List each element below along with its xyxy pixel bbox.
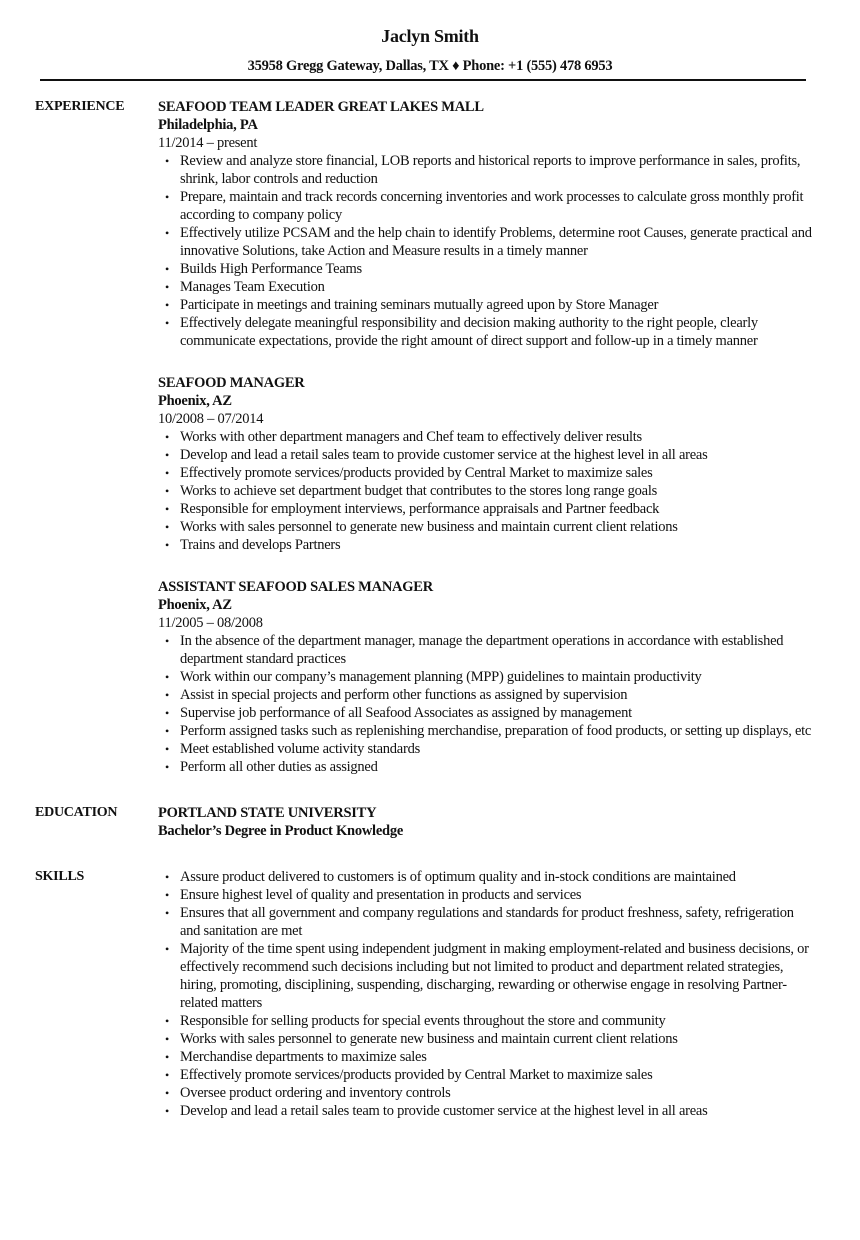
bullet-item: • Works with other department managers and Chef team to effectively deliver results bbox=[180, 428, 815, 446]
bullet-item: • Effectively promote services/products provided by Central Market to maximize sales bbox=[180, 464, 815, 482]
job-entry bbox=[158, 578, 815, 776]
skill-item: • Merchandise departments to maximize sales bbox=[180, 1048, 815, 1066]
skill-item: • Develop and lead a retail sales team to provide customer service at the highest level in all areas bbox=[180, 1102, 815, 1120]
job-dates: 11/2005 – 08/2008 bbox=[158, 615, 263, 631]
bullet-item: • Perform all other duties as assigned bbox=[180, 758, 815, 776]
bullet-item: • Perform assigned tasks such as replenishing merchandise, preparation of food products, or setting up displays, etc bbox=[180, 722, 815, 740]
resume-body bbox=[35, 98, 815, 1120]
bullet-item: • Works with sales personnel to generate new business and maintain current client relations bbox=[180, 518, 815, 536]
candidate-name: Jaclyn Smith bbox=[381, 26, 479, 46]
bullet-item: • Manages Team Execution bbox=[180, 278, 815, 296]
skills-body bbox=[158, 868, 815, 1120]
degree: Bachelor’s Degree in Product Knowledge bbox=[158, 823, 404, 839]
job-bullets bbox=[158, 152, 815, 350]
section-label-education: EDUCATION bbox=[35, 805, 118, 820]
job-dates: 10/2008 – 07/2014 bbox=[158, 411, 264, 427]
header-divider bbox=[40, 79, 806, 81]
bullet-item: • Supervise job performance of all Seafood Associates as assigned by management bbox=[180, 704, 815, 722]
bullet-item: • Effectively utilize PCSAM and the help chain to identify Problems, determine root Causes, generate practical and innovative Solutions, take Action and Measure results in a timely manner bbox=[180, 224, 815, 260]
section-label-experience: EXPERIENCE bbox=[35, 99, 125, 114]
bullet-item: • Assist in special projects and perform other functions as assigned by supervision bbox=[180, 686, 815, 704]
bullet-item: • Work within our company’s management planning (MPP) guidelines to maintain productivity bbox=[180, 668, 815, 686]
experience-list bbox=[158, 98, 815, 776]
skills-section bbox=[35, 868, 815, 1120]
skill-item: • Assure product delivered to customers is of optimum quality and in-stock conditions are maintained bbox=[180, 868, 815, 886]
school-name: PORTLAND STATE UNIVERSITY bbox=[158, 805, 377, 821]
bullet-item: • Review and analyze store financial, LOB reports and historical reports to improve performance in sales, profits, shrink, labor controls and reduction bbox=[180, 152, 815, 188]
skill-item: • Effectively promote services/products provided by Central Market to maximize sales bbox=[180, 1066, 815, 1084]
skill-item: • Responsible for selling products for special events throughout the store and community bbox=[180, 1012, 815, 1030]
job-title: ASSISTANT SEAFOOD SALES MANAGER bbox=[158, 579, 433, 595]
bullet-item: • Effectively delegate meaningful responsibility and decision making authority to the right people, clearly communicate expectations, provide the right amount of direct support and follow-up in a timely manner bbox=[180, 314, 815, 350]
job-bullets bbox=[158, 428, 815, 554]
bullet-item: • Trains and develops Partners bbox=[180, 536, 815, 554]
job-dates: 11/2014 – present bbox=[158, 135, 258, 151]
job-location: Phoenix, AZ bbox=[158, 597, 232, 613]
job-title: SEAFOOD MANAGER bbox=[158, 375, 305, 391]
skill-item: • Oversee product ordering and inventory controls bbox=[180, 1084, 815, 1102]
job-location: Philadelphia, PA bbox=[158, 117, 258, 133]
skill-item: • Ensure highest level of quality and presentation in products and services bbox=[180, 886, 815, 904]
bullet-item: • Develop and lead a retail sales team to provide customer service at the highest level in all areas bbox=[180, 446, 815, 464]
education-section bbox=[35, 804, 815, 840]
bullet-item: • Prepare, maintain and track records concerning inventories and work processes to calculate gross monthly profit according to company policy bbox=[180, 188, 815, 224]
education-body bbox=[158, 804, 815, 840]
section-label-skills: SKILLS bbox=[35, 869, 85, 884]
job-bullets bbox=[158, 632, 815, 776]
skills-list bbox=[158, 868, 815, 1120]
bullet-item: • Meet established volume activity standards bbox=[180, 740, 815, 758]
bullet-item: • Participate in meetings and training seminars mutually agreed upon by Store Manager bbox=[180, 296, 815, 314]
bullet-item: • Responsible for employment interviews, performance appraisals and Partner feedback bbox=[180, 500, 815, 518]
experience-section bbox=[35, 98, 815, 776]
skill-item: • Ensures that all government and company regulations and standards for product freshness, safety, refrigeration and sanitation are met bbox=[180, 904, 815, 940]
job-entry bbox=[158, 374, 815, 554]
job-location: Phoenix, AZ bbox=[158, 393, 232, 409]
skill-item: • Works with sales personnel to generate new business and maintain current client relations bbox=[180, 1030, 815, 1048]
bullet-item: • In the absence of the department manager, manage the department operations in accordance with established department standard practices bbox=[180, 632, 815, 668]
contact-line: 35958 Gregg Gateway, Dallas, TX ♦ Phone: +1 (555) 478 6953 bbox=[247, 58, 613, 74]
skill-item: • Majority of the time spent using independent judgment in making employment-related and business decisions, or effectively recommend such decisions including but not limited to product and department related strategies, hiring, promoting, disciplining, suspending, discharging, rewarding or otherwise engage in resolving Partner-related matters bbox=[180, 940, 815, 1012]
bullet-item: • Works to achieve set department budget that contributes to the stores long range goals bbox=[180, 482, 815, 500]
job-entry bbox=[158, 98, 815, 350]
bullet-item: • Builds High Performance Teams bbox=[180, 260, 815, 278]
job-title: SEAFOOD TEAM LEADER GREAT LAKES MALL bbox=[158, 99, 484, 115]
